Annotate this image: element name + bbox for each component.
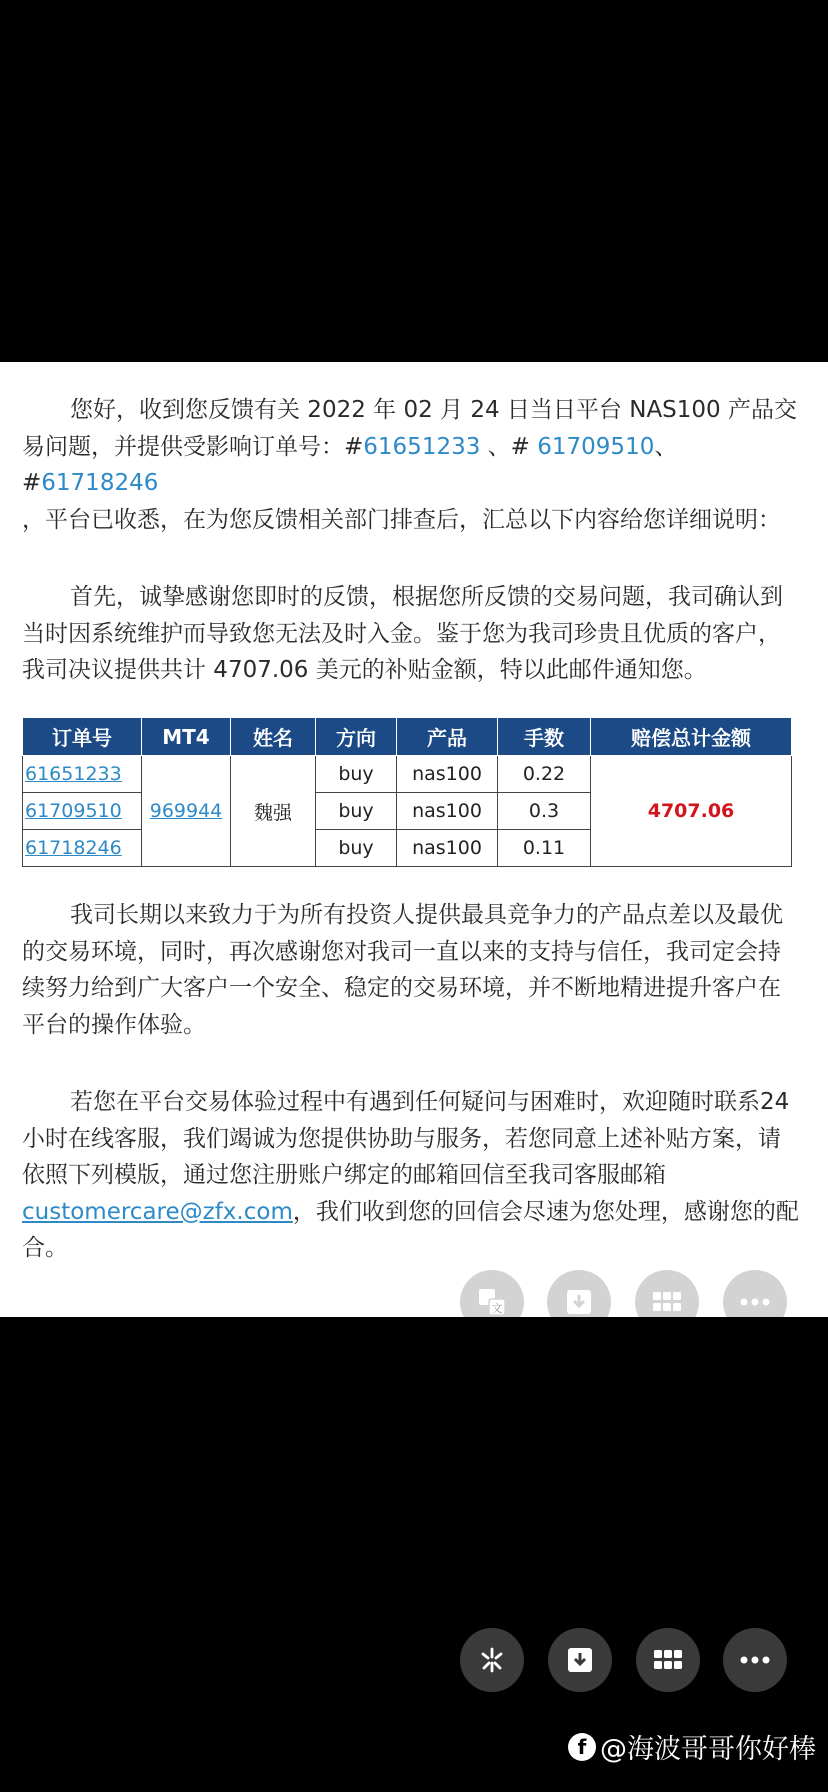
grid-icon [653,1649,683,1671]
download-button[interactable] [547,1270,611,1317]
translate-icon [475,1285,509,1317]
order-cell[interactable] [23,756,142,793]
contact-text-2: ，我们收到您的回信会尽速为您处理，感谢您的配合。 [22,1198,799,1261]
more-button[interactable] [723,1270,787,1317]
table-header-row [23,718,792,756]
sparkle-icon [477,1645,507,1675]
watermark [568,1727,816,1766]
product-cell: nas100 [397,756,498,793]
order-link-1[interactable]: 61651233 [363,433,481,460]
translate-button[interactable] [460,1270,524,1317]
header-mt4: MT4 [142,718,231,756]
header-product: 产品 [397,718,498,756]
mt4-cell[interactable] [142,756,231,867]
paragraph-commitment: 我司长期以来致力于为所有投资人提供最具竞争力的产品点差以及最优的交易环境，同时，再次感谢您对我司一直以来的支持与信任，我司定会持续努力给到广大客户一个安全、稳定的交易环境，并不断地精进提升客户在平台的操作体验。 [22,902,783,1038]
order-cell[interactable] [23,830,142,867]
sparkle-button[interactable] [460,1628,524,1692]
order-link-3[interactable]: 61718246 [41,470,159,496]
intro-text-2: ，平台已收悉，在为您反馈相关部门排查后，汇总以下内容给您详细说明： [22,506,781,533]
paragraph-intro [22,392,802,538]
grid-button[interactable] [636,1628,700,1692]
total-amount-cell: 4707.06 [591,756,792,867]
header-lots: 手数 [498,718,591,756]
table-row [23,756,792,793]
separator: 、# [22,433,678,496]
direction-cell: buy [316,830,397,867]
product-cell: nas100 [397,793,498,830]
order-cell-link[interactable]: 61718246 [25,837,122,859]
header-total: 赔偿总计金额 [591,718,792,756]
lots-cell: 0.3 [498,793,591,830]
lots-cell: 0.22 [498,756,591,793]
svg-text:文: 文 [491,1302,503,1315]
more-icon [740,1298,770,1306]
paragraph-contact [22,1084,802,1267]
lots-cell: 0.11 [498,830,591,867]
grid-icon [652,1291,682,1313]
separator: 、# [480,433,538,460]
header-name: 姓名 [231,718,316,756]
order-cell[interactable] [23,793,142,830]
email-body [0,362,828,1317]
download-icon [565,1645,595,1675]
grid-button[interactable] [635,1270,699,1317]
support-email-link[interactable]: customercare@zfx.com [22,1198,293,1225]
watermark-text: @海波哥哥你好棒 [600,1734,816,1765]
direction-cell: buy [316,756,397,793]
order-cell-link[interactable]: 61709510 [25,800,122,822]
more-button[interactable] [723,1628,787,1692]
orders-table [22,717,792,867]
mt4-link[interactable]: 969944 [149,800,223,822]
order-link-2[interactable]: 61709510 [537,433,655,460]
paragraph-compensation: 首先，诚挚感谢您即时的反馈，根据您所反馈的交易问题，我司确认到当时因系统维护而导致您无法及时入金。鉴于您为我司珍贵且优质的客户，我司决议提供共计 4707.06 美元的补贴金额，特以此邮件通知您。 [22,584,783,683]
more-icon [740,1656,770,1664]
contact-text: 若您在平台交易体验过程中有遇到任何疑问与困难时，欢迎随时联系24小时在线客服，我们竭诚为您提供协助与服务，若您同意上述补贴方案，请依照下列模版，通过您注册账户绑定的邮箱回信至我司客服邮箱 [22,1089,790,1188]
product-cell: nas100 [397,830,498,867]
watermark-logo: f [568,1733,596,1761]
order-cell-link[interactable]: 61651233 [25,763,122,785]
download-button[interactable] [548,1628,612,1692]
header-order: 订单号 [23,718,142,756]
intro-text: 您好，收到您反馈有关 2022 年 02 月 24 日当日平台 NAS100 产品交易问题，并提供受影响订单号：# [22,397,797,460]
direction-cell: buy [316,793,397,830]
download-icon [564,1287,594,1317]
name-cell: 魏强 [231,756,316,867]
header-direction: 方向 [316,718,397,756]
